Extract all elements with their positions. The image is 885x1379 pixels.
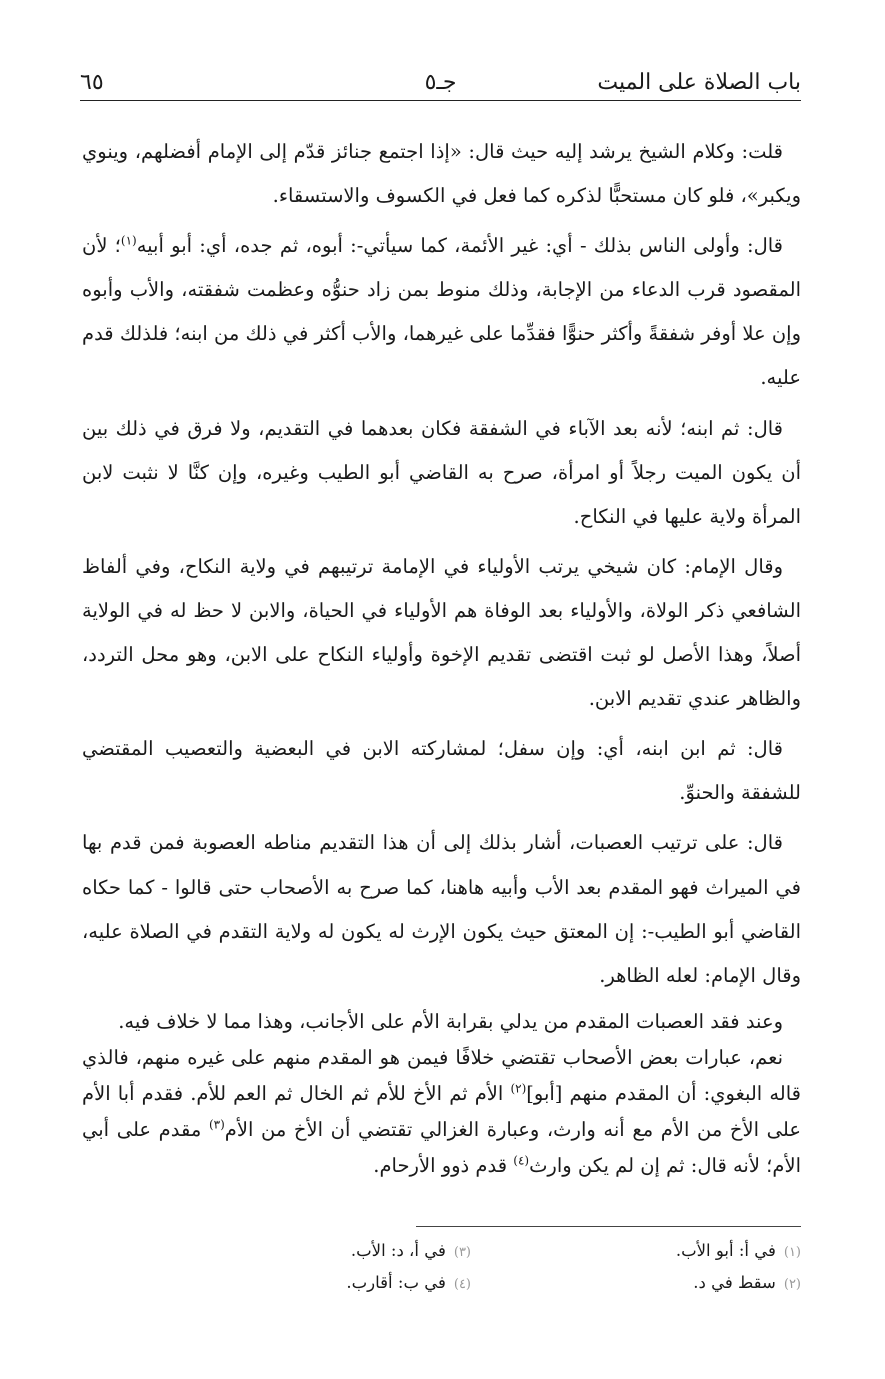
paragraph-2: قال: وأولى الناس بذلك - أي: غير الأئمة، كما سيأتي-: أبوه، ثم جده، أي: أبو أبيه$^{(١)}$؛ لأن المقصود قرب الدعاء من الإجابة، وذلك منوط بمن زاد حنوُّه وعظمت شفقته، والأب وأبوه وإن علا أوفر شفقةً وأكثر حنوًّا فقدِّما على غيرهما، والأب أكثر في ذلك من ابنه؛ فلذلك قدم عليه. bbox=[82, 233, 801, 390]
paragraph-7: وعند فقد العصبات المقدم من يدلي بقرابة الأم على الأجانب، وهذا مما لا خلاف فيه. bbox=[118, 1009, 783, 1033]
footnote-2: (٢)سقط في د. bbox=[693, 1273, 801, 1292]
footnote-3: (٣)في أ، د: الأب. bbox=[350, 1241, 471, 1260]
running-title: باب الصلاة على الميت bbox=[597, 70, 801, 95]
footnote-ref-1: (١) bbox=[120, 233, 137, 248]
paragraph-3: قال: ثم ابنه؛ لأنه بعد الآباء في الشفقة فكان بعدهما في التقديم، ولا فرق في ذلك بين أن يكون الميت رجلاً أو امرأة، صرح به القاضي أبو الطيب وغيره، وإن كنَّا لا نثبت لابن المرأة ولاية عليها في النكاح. bbox=[82, 416, 801, 528]
paragraph-4: وقال الإمام: كان شيخي يرتب الأولياء في الإمامة ترتيبهم في ولاية النكاح، وفي ألفاظ الشافعي ذكر الولاة، والأولياء بعد الوفاة هم الأولياء في الحياة، والابن لا حظ له في الولاية أصلاً، وهذا الأصل لو ثبت اقتضى تقديم الإخوة وأولياء النكاح على الابن، وهو محل التردد، والظاهر عندي تقديم الابن. bbox=[82, 554, 801, 711]
footnote-4: (٤)في ب: أقارب. bbox=[346, 1273, 471, 1292]
footnote-1: (١)في أ: أبو الأب. bbox=[675, 1241, 801, 1260]
paragraph-6: قال: على ترتيب العصبات، أشار بذلك إلى أن هذا التقديم مناطه العصوبة فمن قدم بها في الميراث فهو المقدم بعد الأب وأبيه هاهنا، كما صرح به الأصحاب حتى قالوا - كما حكاه القاضي أبو الطيب-: إن المعتق حيث يكون الإرث له يكون له ولاية التقدم في الصلاة عليه، وقال الإمام: لعله الظاهر. bbox=[82, 831, 801, 987]
paragraph-1: قلت: وكلام الشيخ يرشد إليه حيث قال: «إذا اجتمع جنائز قدّم إلى الإمام أفضلهم، وينوي ويكبر»، فلو كان مستحبًّا لذكره كما فعل في الكسوف والاستسقاء. bbox=[82, 140, 801, 208]
footnote-ref-2: (٢) bbox=[510, 1081, 527, 1096]
paragraph-5: قال: ثم ابن ابنه، أي: وإن سفل؛ لمشاركته الابن في البعضية والتعصيب المقتضي للشفقة والحنوِّ. bbox=[82, 737, 801, 805]
footnote-ref-3: (٣) bbox=[208, 1117, 225, 1132]
volume-label: جـ٥ bbox=[424, 70, 457, 95]
footnote-ref-4: (٤) bbox=[513, 1153, 530, 1168]
paragraph-8: نعم، عبارات بعض الأصحاب تقتضي خلافًا فيمن هو المقدم منهم على غيره منهم، فالذي قاله البغوي: أن المقدم منهم [أبو]$^{(٢)}$ الأم ثم الأخ للأم ثم الخال ثم العم للأم. فقدم أبا الأم على الأخ من الأم مع أنه وارث، وعبارة الغزالي تقتضي أن الأخ من الأم$^{(٣)}$ مقدم على أبي الأم؛ لأنه قال: ثم إن لم يكن وارث$^{(٤)}$ قدم ذوو الأرحام. bbox=[82, 1045, 802, 1177]
page-header bbox=[80, 66, 801, 101]
page-number: ٦٥ bbox=[80, 70, 104, 95]
footnotes bbox=[260, 1235, 801, 1305]
footnote-divider bbox=[416, 1226, 801, 1227]
body-text bbox=[82, 130, 801, 1184]
